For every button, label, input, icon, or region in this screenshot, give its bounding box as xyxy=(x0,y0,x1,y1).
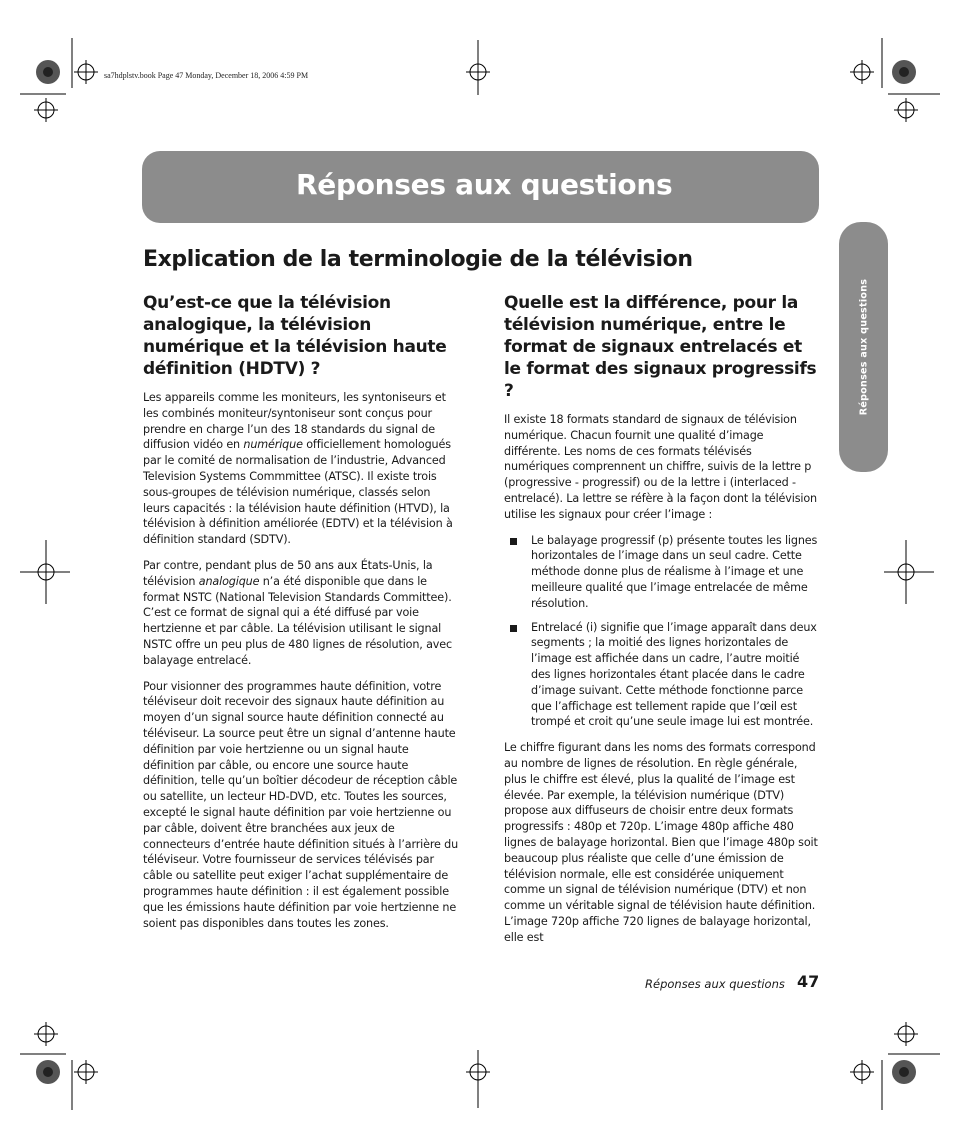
right-heading: Quelle est la différence, pour la télévision numérique, entre le format de signaux entrelacés et le format des signaux progressifs ? xyxy=(504,293,817,401)
side-tab-label: Réponses aux questions xyxy=(858,278,869,416)
left-paragraph-1: Les appareils comme les moniteurs, les syntoniseurs et les combinés moniteur/syntoniseur sont conçus pour prendre en charge l’un des 18 standards du signal de diffusion vidéo en numérique officiellement homologués par le comité de normalisation de l’industrie, Advanced Television Systems Commmittee (ATSC). Il existe trois sous-groupes de télévision numérique, classés selon leurs capacités : la télévision haute définition (HTVD), la télévision à définition améliorée (EDTV) et la télévision à définition standard (SDTV). xyxy=(143,391,453,547)
bullet-list xyxy=(504,533,820,731)
left-column xyxy=(143,292,459,941)
right-column xyxy=(504,292,820,956)
left-paragraph-2: Par contre, pendant plus de 50 ans aux États-Unis, la télévision analogique n’a été disponible que dans le format NSTC (National Television Standards Committee). C’est ce format de signal qui a été diffusé par voie hertzienne et par câble. La télévision utilisant le signal NSTC offre un peu plus de 480 lignes de résolution, avec balayage entrelacé. xyxy=(143,558,453,667)
right-closing: Le chiffre figurant dans les noms des formats correspond au nombre de lignes de résolution. En règle générale, plus le chiffre est élevé, plus la qualité de l’image est élevée. Par exemple, la télévision numérique (DTV) propose aux diffuseurs de choisir entre deux formats progressifs : 480p et 720p. L’image 480p affiche 480 lignes de balayage horizontal. Bien que l’image 480p soit beaucoup plus réaliste que celle d’une émission de télévision normale, elle est considérée uniquement comme un signal de télévision numérique (DTV) et non comme un véritable signal de télévision haute définition. L’image 720p affiche 720 lignes de balayage horizontal, elle est xyxy=(504,741,818,944)
book-slug-line: sa7hdplstv.book Page 47 Monday, December 18, 2006 4:59 PM xyxy=(104,71,309,80)
footer-section-label: Réponses aux questions xyxy=(645,977,785,991)
bullet-square-icon xyxy=(510,538,517,545)
page-number: 47 xyxy=(797,972,820,991)
list-item: Le balayage progressif (p) présente toutes les lignes horizontales de l’image dans un seul cadre. Cette méthode donne plus de réalisme à l’image et une meilleure qualité que l’image entrelacée de même résolution. xyxy=(504,533,820,612)
chapter-title: Réponses aux questions xyxy=(296,168,673,201)
bullet-square-icon xyxy=(510,625,517,632)
side-tab xyxy=(839,222,888,472)
left-heading: Qu’est-ce que la télévision analogique, la télévision numérique et la télévision haute définition (HDTV) ? xyxy=(143,293,447,379)
section-title: Explication de la terminologie de la télévision xyxy=(143,247,693,272)
list-item: Entrelacé (i) signifie que l’image apparaît dans deux segments ; la moitié des lignes horizontales de l’image est affichée dans un cadre, l’autre moitié des lignes horizontales étant placée dans le cadre d’image suivant. Cette méthode fonctionne parce que l’affichage est tellement rapide que l’œil est trompé et croit qu’une seule image lui est montrée. xyxy=(504,620,820,731)
left-paragraph-3: Pour visionner des programmes haute définition, votre téléviseur doit recevoir des signaux haute définition au moyen d’un signal source haute définition connecté au téléviseur. La source peut être un signal d’antenne haute définition par voie hertzienne ou un signal haute définition par câble, ou encore une source haute définition, telle qu’un boîtier décodeur de réception câble ou satellite, un lecteur HD-DVD, etc. Toutes les sources, excepté le signal haute définition par voie hertzienne ou par câble, doivent être branchées aux jeux de connecteurs d’entrée haute définition situés à l’arrière du téléviseur. Votre fournisseur de services télévisés par câble ou satellite peut exiger l’achat supplémentaire de programmes haute définition : il est également possible que les émissions haute définition par voie hertzienne ne soient pas disponibles dans toutes les zones. xyxy=(143,679,459,930)
right-intro: Il existe 18 formats standard de signaux de télévision numérique. Chacun fournit une qualité d’image différente. Les noms de ces formats télévisés numériques comprennent un chiffre, suivis de la lettre p (progressive - progressif) ou de la lettre i (interlaced - entrelacé). La lettre se réfère à la façon dont la télévision utilise les signaux pour créer l’image : xyxy=(504,413,817,521)
chapter-banner xyxy=(142,151,819,223)
